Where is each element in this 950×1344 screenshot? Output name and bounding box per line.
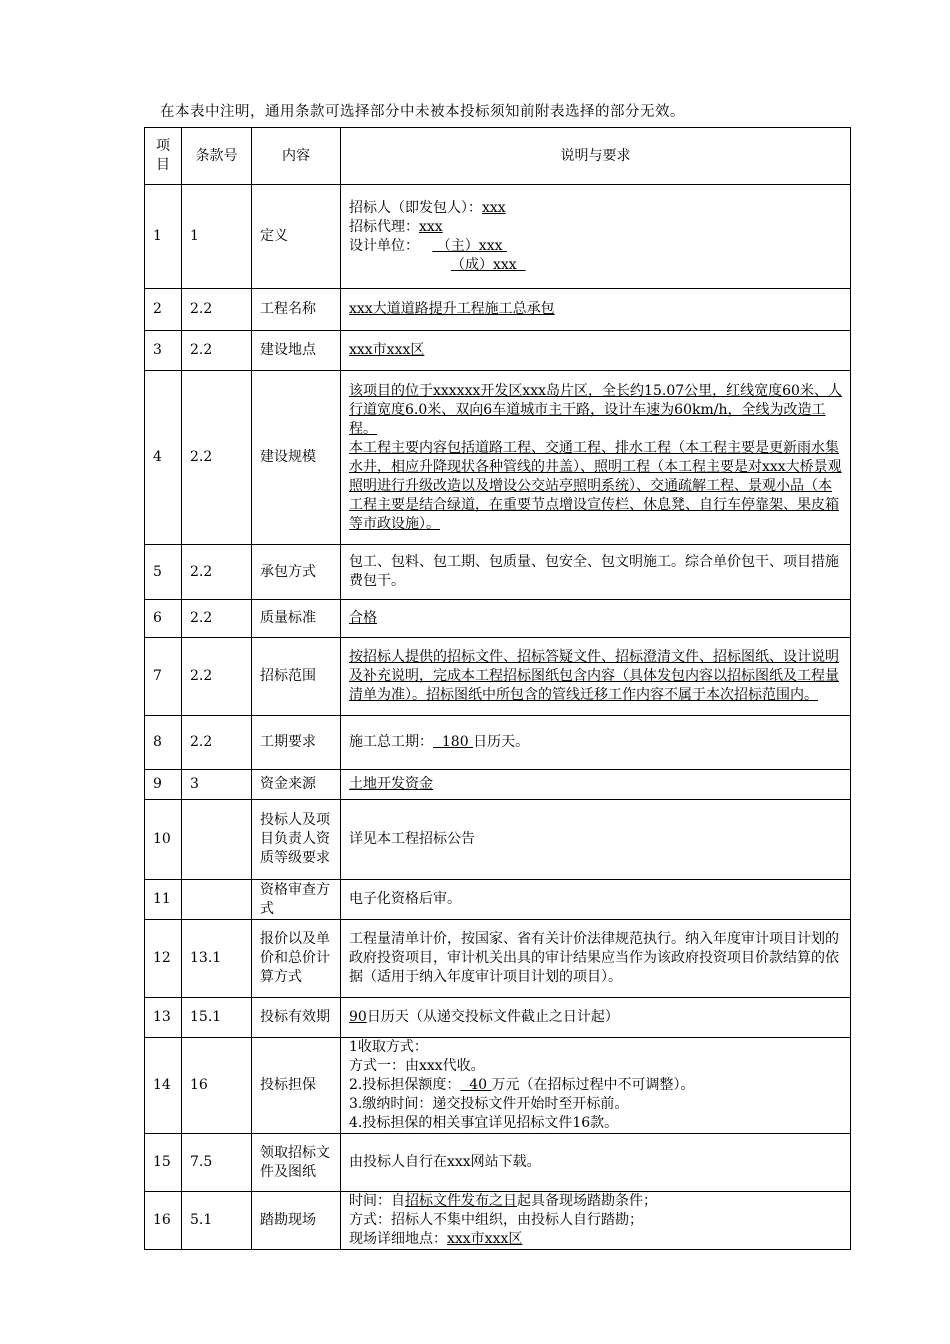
scale-paragraph-2: 本工程主要内容包括道路工程、交通工程、排水工程（本工程主要是更新雨水集水井，相应升降现状各种管线的井盖）、照明工程（本工程主要是对xxx大桥景观照明进行升级改造以及增设公交站亭照明系统）、交通疏解工程、景观小品（本工程主要是结合绿道，在重要节点增设宣传栏、休息凳、自行车停靠架、果皮箱等市政设施）。: [349, 439, 842, 532]
row-no: 13: [145, 998, 182, 1038]
project-location: xxx市xxx区: [349, 342, 425, 358]
row-description: 施工总工期： 180 日历天。: [341, 716, 851, 770]
table-row: [145, 331, 851, 371]
row-description: 包工、包料、包工期、包质量、包安全、包文明施工。综合单价包干、项目措施费包干。: [341, 545, 851, 600]
row-clause: 1: [182, 185, 252, 289]
table-header-row: [145, 128, 851, 185]
row-description: [341, 185, 851, 289]
tenderer-label: 招标人（即发包人）：: [349, 199, 482, 216]
row-description: [341, 600, 851, 638]
row-clause: 16: [182, 1038, 252, 1134]
row-clause: 15.1: [182, 998, 252, 1038]
header-content: 内容: [252, 128, 341, 185]
table-row: [145, 600, 851, 638]
row-item: 工程名称: [252, 289, 341, 331]
row-clause: 2.2: [182, 331, 252, 371]
designer-main: （主）xxx: [432, 237, 507, 254]
table-row: [145, 185, 851, 289]
row-clause: 13.1: [182, 920, 252, 998]
row-description: 90日历天（从递交投标文件截止之日计起）: [341, 998, 851, 1038]
row-description: 时间：自招标文件发布之日起具备现场踏勘条件； 方式：招标人不集中组织，由投标人自行踏勘； 现场详细地点：xxx市xxx区: [341, 1192, 851, 1250]
row-no: 15: [145, 1134, 182, 1192]
row-item: 工期要求: [252, 716, 341, 770]
table-row: [145, 638, 851, 716]
table-row: [145, 920, 851, 998]
row-description: [341, 289, 851, 331]
row-no: 2: [145, 289, 182, 331]
designer-sub: （成）xxx: [451, 256, 526, 273]
row-clause: 2.2: [182, 638, 252, 716]
row-no: 14: [145, 1038, 182, 1134]
row-no: 1: [145, 185, 182, 289]
row-description: [341, 638, 851, 716]
site-address: xxx市xxx区: [447, 1231, 523, 1247]
row-no: 3: [145, 331, 182, 371]
row-item: 资金来源: [252, 770, 341, 800]
page-note: 在本表中注明，通用条款可选择部分中未被本投标须知前附表选择的部分无效。: [160, 104, 685, 120]
row-description: 电子化资格后审。: [341, 880, 851, 920]
row-clause: 5.1: [182, 1192, 252, 1250]
row-item: 建设地点: [252, 331, 341, 371]
row-item: 踏勘现场: [252, 1192, 341, 1250]
row-no: 7: [145, 638, 182, 716]
row-item: 报价以及单价和总价计算方式: [252, 920, 341, 998]
row-no: 12: [145, 920, 182, 998]
row-clause: 2.2: [182, 716, 252, 770]
tenderer-value: xxx: [482, 199, 506, 216]
row-clause: 2.2: [182, 545, 252, 600]
table-row: [145, 770, 851, 800]
row-clause: 3: [182, 770, 252, 800]
row-no: 4: [145, 371, 182, 545]
header-description: 说明与要求: [341, 128, 851, 185]
table-row: [145, 1192, 851, 1250]
row-description: 由投标人自行在xxx网站下载。: [341, 1134, 851, 1192]
row-item: 招标范围: [252, 638, 341, 716]
row-no: 11: [145, 880, 182, 920]
row-description: [341, 331, 851, 371]
row-no: 5: [145, 545, 182, 600]
row-item: 承包方式: [252, 545, 341, 600]
row-clause: 2.2: [182, 289, 252, 331]
table-row: [145, 880, 851, 920]
guarantee-amount: 40: [460, 1077, 492, 1093]
header-clause-no: 条款号: [182, 128, 252, 185]
agent-value: xxx: [419, 218, 443, 235]
row-no: 16: [145, 1192, 182, 1250]
header-item-no: 项目: [145, 128, 182, 185]
scale-paragraph-1: 该项目的位于xxxxxx开发区xxx岛片区，全长约15.07公里，红线宽度60米、人行道宽度6.0米、双向6车道城市主干路，设计车速为60km/h，全线为改造工程。: [349, 382, 842, 437]
row-item: 领取招标文件及图纸: [252, 1134, 341, 1192]
row-item: 投标人及项目负责人资质等级要求: [252, 800, 341, 880]
table-row: [145, 371, 851, 545]
row-no: 10: [145, 800, 182, 880]
row-description: [341, 371, 851, 545]
row-no: 6: [145, 600, 182, 638]
table-row: [145, 998, 851, 1038]
row-description: 工程量清单计价，按国家、省有关计价法律规范执行。纳入年度审计项目计划的政府投资项目，审计机关出具的审计结果应当作为该政府投资项目价款结算的依据（适用于纳入年度审计项目计划的项目）。: [341, 920, 851, 998]
duration-days: 180: [433, 734, 474, 750]
row-clause: [182, 880, 252, 920]
bid-scope: 按招标人提供的招标文件、招标答疑文件、招标澄清文件、招标图纸、设计说明及补充说明，完成本工程招标图纸包含内容（具体发包内容以招标图纸及工程量清单为准）。招标图纸中所包含的管线迁移工作内容不属于本次招标范围内。: [349, 649, 839, 703]
project-name: xxx大道道路提升工程施工总承包: [349, 301, 555, 317]
row-item: 投标担保: [252, 1038, 341, 1134]
table-row: [145, 716, 851, 770]
row-no: 9: [145, 770, 182, 800]
row-item: 投标有效期: [252, 998, 341, 1038]
funding-source: 土地开发资金: [349, 776, 433, 792]
row-description: [341, 770, 851, 800]
table-row: [145, 545, 851, 600]
validity-days: 90: [349, 1009, 367, 1025]
row-item: 定义: [252, 185, 341, 289]
table-row: [145, 289, 851, 331]
row-clause: 7.5: [182, 1134, 252, 1192]
row-item: 资格审查方式: [252, 880, 341, 920]
row-description: 1收取方式： 方式一：由xxx代收。 2.投标担保额度： 40 万元（在招标过程中不可调整）。 3.缴纳时间：递交投标文件开始时至开标前。 4.投标担保的相关事宜详见招标文件16款。: [341, 1038, 851, 1134]
row-description: 详见本工程招标公告: [341, 800, 851, 880]
agent-label: 招标代理：: [349, 218, 419, 235]
row-item: 建设规模: [252, 371, 341, 545]
designer-label: 设计单位：: [349, 237, 419, 254]
row-item: 质量标准: [252, 600, 341, 638]
table-row: [145, 1134, 851, 1192]
quality-standard: 合格: [349, 610, 377, 626]
row-clause: [182, 800, 252, 880]
bid-instructions-table: [144, 127, 851, 1250]
row-clause: 2.2: [182, 600, 252, 638]
table-row: [145, 800, 851, 880]
row-no: 8: [145, 716, 182, 770]
table-row: [145, 1038, 851, 1134]
row-clause: 2.2: [182, 371, 252, 545]
